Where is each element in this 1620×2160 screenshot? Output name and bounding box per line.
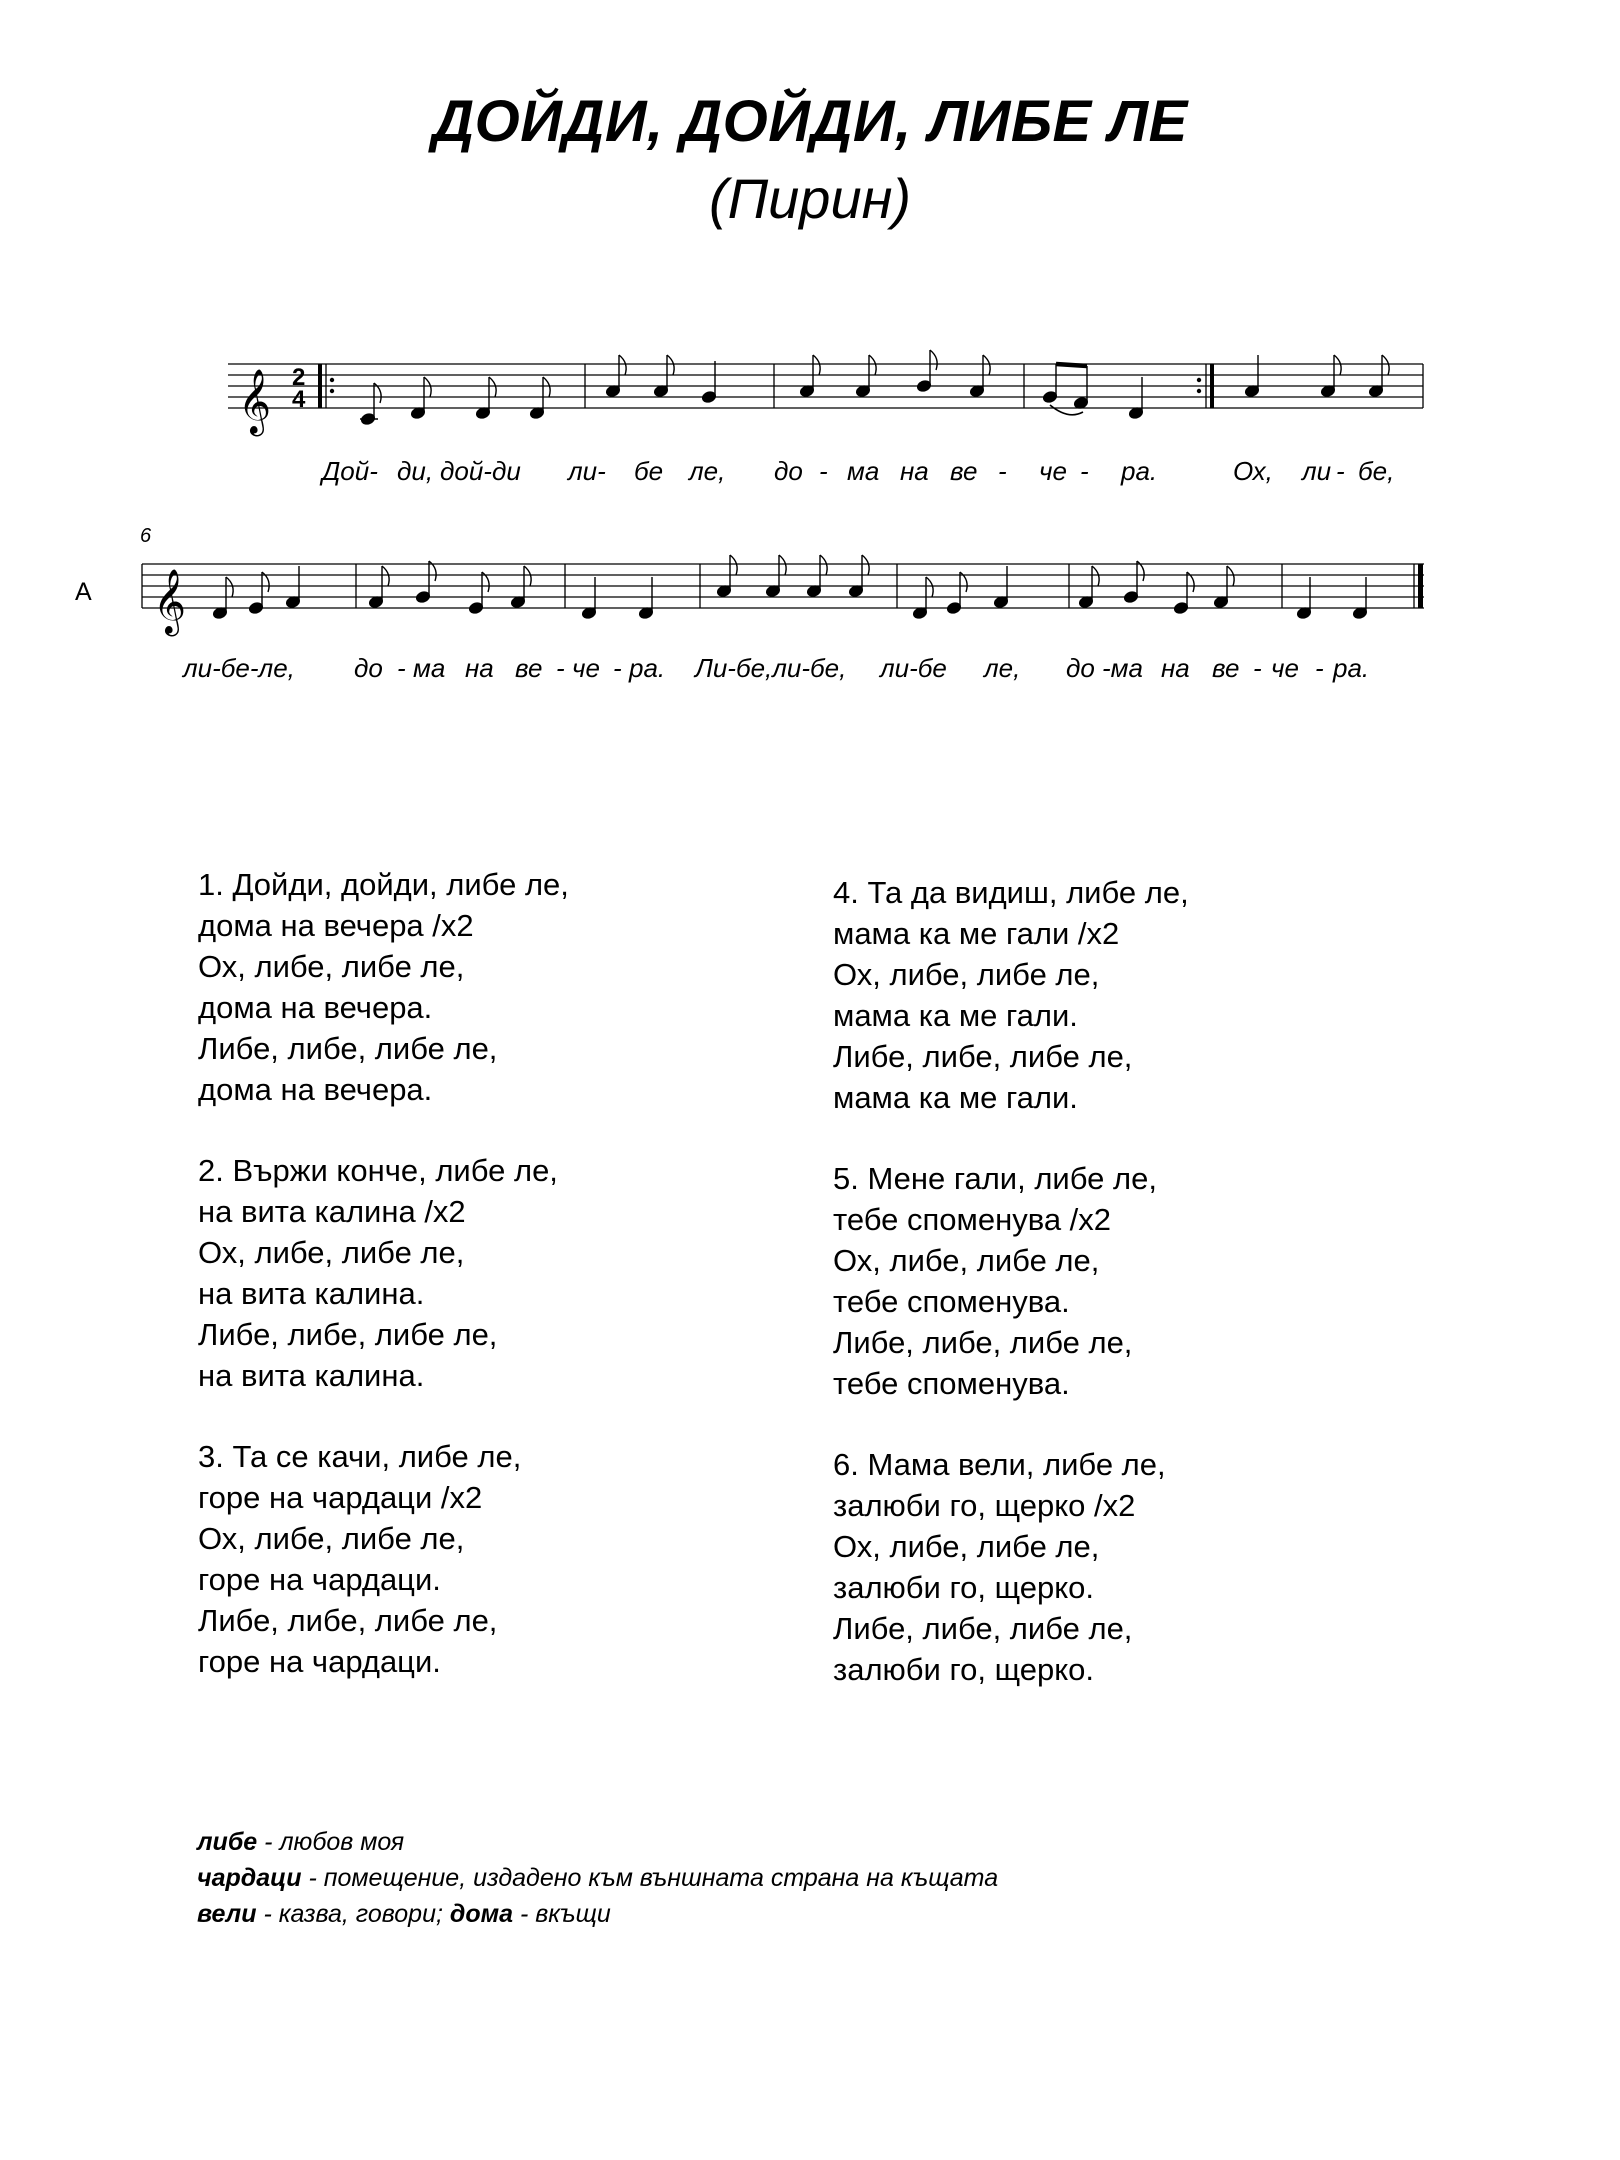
stanza-line: горе на чардаци. — [198, 1562, 441, 1597]
stanza-line: тебе споменува. — [833, 1366, 1070, 1401]
measure-number: 6 — [140, 525, 152, 547]
stanza-line: Либе, либе, либе ле, — [833, 1039, 1133, 1074]
svg-text:ли-бе: ли-бе — [880, 653, 947, 683]
song-title: ДОЙДИ, ДОЙДИ, ЛИБЕ ЛЕ — [432, 89, 1188, 154]
stanza-line: дома на вечера. — [198, 1072, 433, 1107]
stanza-line: залюби го, щерко. — [833, 1652, 1094, 1687]
lyrics-system-1 — [319, 456, 1394, 486]
time-signature-bottom: 4 — [292, 386, 306, 413]
music-score — [0, 0, 1620, 720]
svg-text:до: до — [354, 653, 383, 683]
svg-text:на: на — [465, 653, 494, 683]
time-signature-top: 2 — [292, 364, 306, 391]
svg-text:-ма: -ма — [1102, 653, 1143, 683]
svg-text:ве: ве — [950, 456, 978, 486]
svg-text:до: до — [774, 456, 803, 486]
svg-text:до: до — [1066, 653, 1095, 683]
svg-text:дой-ди: дой-ди — [440, 456, 521, 486]
stanza-line: Ох, либе, либе ле, — [833, 957, 1100, 992]
stanza-line: Либе, либе, либе ле, — [833, 1325, 1133, 1360]
glossary-entry: чардаци - помещение, издадено към външната страна на къщата — [197, 1864, 999, 1892]
stanza-line: залюби го, щерко. — [833, 1570, 1094, 1605]
stanza-5 — [833, 1158, 1157, 1404]
glossary-entry: вели - казва, говори; дома - вкъщи — [197, 1900, 611, 1928]
svg-text:бе: бе — [634, 456, 664, 486]
stanza-line: на вита калина. — [198, 1358, 425, 1393]
glossary-entry: либе - любов моя — [197, 1828, 405, 1856]
svg-text:ма: ма — [413, 653, 446, 683]
svg-text:-: - — [1315, 653, 1324, 683]
stanza-line: Либе, либе, либе ле, — [833, 1611, 1133, 1646]
notes-system-1 — [360, 350, 1389, 426]
svg-text:ра.: ра. — [1333, 653, 1370, 683]
rehearsal-mark: A — [75, 578, 92, 606]
stanza-line: на вита калина. — [198, 1276, 425, 1311]
svg-text:-: - — [1253, 653, 1262, 683]
svg-text:ве: ве — [515, 653, 543, 683]
stanza-1 — [198, 864, 569, 1110]
stanza-line: Ох, либе, либе ле, — [198, 1521, 465, 1556]
svg-text:-: - — [397, 653, 406, 683]
stanza-line: Ох, либе, либе ле, — [198, 1235, 465, 1270]
svg-text:ди,: ди, — [397, 456, 434, 486]
stanza-4 — [833, 872, 1189, 1118]
stanza-line: Либе, либе, либе ле, — [198, 1603, 498, 1638]
stanza-line: дома на вечера /х2 — [198, 908, 474, 943]
stanza-line: Либе, либе, либе ле, — [198, 1031, 498, 1066]
glossary-term: либе — [197, 1828, 258, 1856]
svg-text:Ох,: Ох, — [1233, 456, 1273, 486]
svg-text:че: че — [572, 653, 600, 683]
svg-text:че: че — [1271, 653, 1299, 683]
stanza-line: Ох, либе, либе ле, — [198, 949, 465, 984]
treble-clef-icon: 𝄞 — [238, 369, 272, 432]
svg-text:Ли-бе,ли-бе,: Ли-бе,ли-бе, — [695, 653, 847, 683]
svg-text:-: - — [1080, 456, 1089, 486]
stanza-line: Ох, либе, либе ле, — [833, 1529, 1100, 1564]
svg-text:-: - — [613, 653, 622, 683]
stanza-line: 5. Мене гали, либе ле, — [833, 1161, 1157, 1196]
stanza-line: 1. Дойди, дойди, либе ле, — [198, 867, 569, 902]
stanza-line: дома на вечера. — [198, 990, 433, 1025]
svg-text:-: - — [819, 456, 828, 486]
stanza-line: мама ка ме гали /х2 — [833, 916, 1120, 951]
stanza-line: 6. Мама вели, либе ле, — [833, 1447, 1166, 1482]
svg-text:на: на — [900, 456, 929, 486]
song-region: (Пирин) — [708, 167, 912, 230]
svg-text:ли-бе-ле,: ли-бе-ле, — [183, 653, 295, 683]
svg-text:-: - — [998, 456, 1007, 486]
svg-text:Дой-: Дой- — [322, 456, 378, 486]
svg-text:че: че — [1039, 456, 1067, 486]
lyrics-system-2 — [181, 653, 1369, 683]
stanza-line: 2. Вържи конче, либе ле, — [198, 1153, 558, 1188]
stanza-line: мама ка ме гали. — [833, 998, 1078, 1033]
svg-text:ра.: ра. — [1121, 456, 1158, 486]
stanza-line: горе на чардаци /х2 — [198, 1480, 483, 1515]
stanza-2 — [198, 1150, 558, 1396]
glossary-definition: любов моя — [279, 1828, 405, 1856]
svg-text:-: - — [1336, 456, 1345, 486]
glossary-definition: помещение, издадено към външната страна на къщата — [323, 1864, 999, 1892]
stanza-line: тебе споменува. — [833, 1284, 1070, 1319]
treble-clef-icon: 𝄞 — [153, 569, 187, 632]
glossary-term: дома — [449, 1900, 513, 1928]
svg-text:ли-: ли- — [568, 456, 606, 486]
glossary-term: вели — [197, 1900, 257, 1928]
final-barline — [1418, 564, 1423, 608]
stanza-3 — [198, 1436, 521, 1682]
stanza-line: Ох, либе, либе ле, — [833, 1243, 1100, 1278]
glossary-term: чардаци — [197, 1864, 302, 1892]
stanza-line: на вита калина /х2 — [198, 1194, 466, 1229]
svg-text:на: на — [1161, 653, 1190, 683]
stanza-line: тебе споменува /х2 — [833, 1202, 1112, 1237]
stanza-line: Либе, либе, либе ле, — [198, 1317, 498, 1352]
stanza-line: 3. Та се качи, либе ле, — [198, 1439, 522, 1474]
stanza-line: мама ка ме гали. — [833, 1080, 1078, 1115]
stanza-line: горе на чардаци. — [198, 1644, 441, 1679]
svg-text:ве: ве — [1212, 653, 1240, 683]
glossary-definition: казва, говори; — [278, 1900, 450, 1928]
glossary-definition: вкъщи — [535, 1900, 611, 1928]
notes-system-2 — [212, 555, 1367, 620]
svg-text:ле,: ле, — [984, 653, 1021, 683]
svg-text:ра.: ра. — [629, 653, 666, 683]
stanza-line: залюби го, щерко /х2 — [833, 1488, 1136, 1523]
svg-text:-: - — [556, 653, 565, 683]
stanza-6 — [833, 1444, 1166, 1690]
svg-text:ма: ма — [847, 456, 880, 486]
stanza-line: 4. Та да видиш, либе ле, — [833, 875, 1189, 910]
svg-text:ле,: ле, — [689, 456, 726, 486]
svg-text:ли: ли — [1302, 456, 1332, 486]
svg-text:бе,: бе, — [1358, 456, 1395, 486]
staff-system-1 — [228, 364, 1423, 408]
